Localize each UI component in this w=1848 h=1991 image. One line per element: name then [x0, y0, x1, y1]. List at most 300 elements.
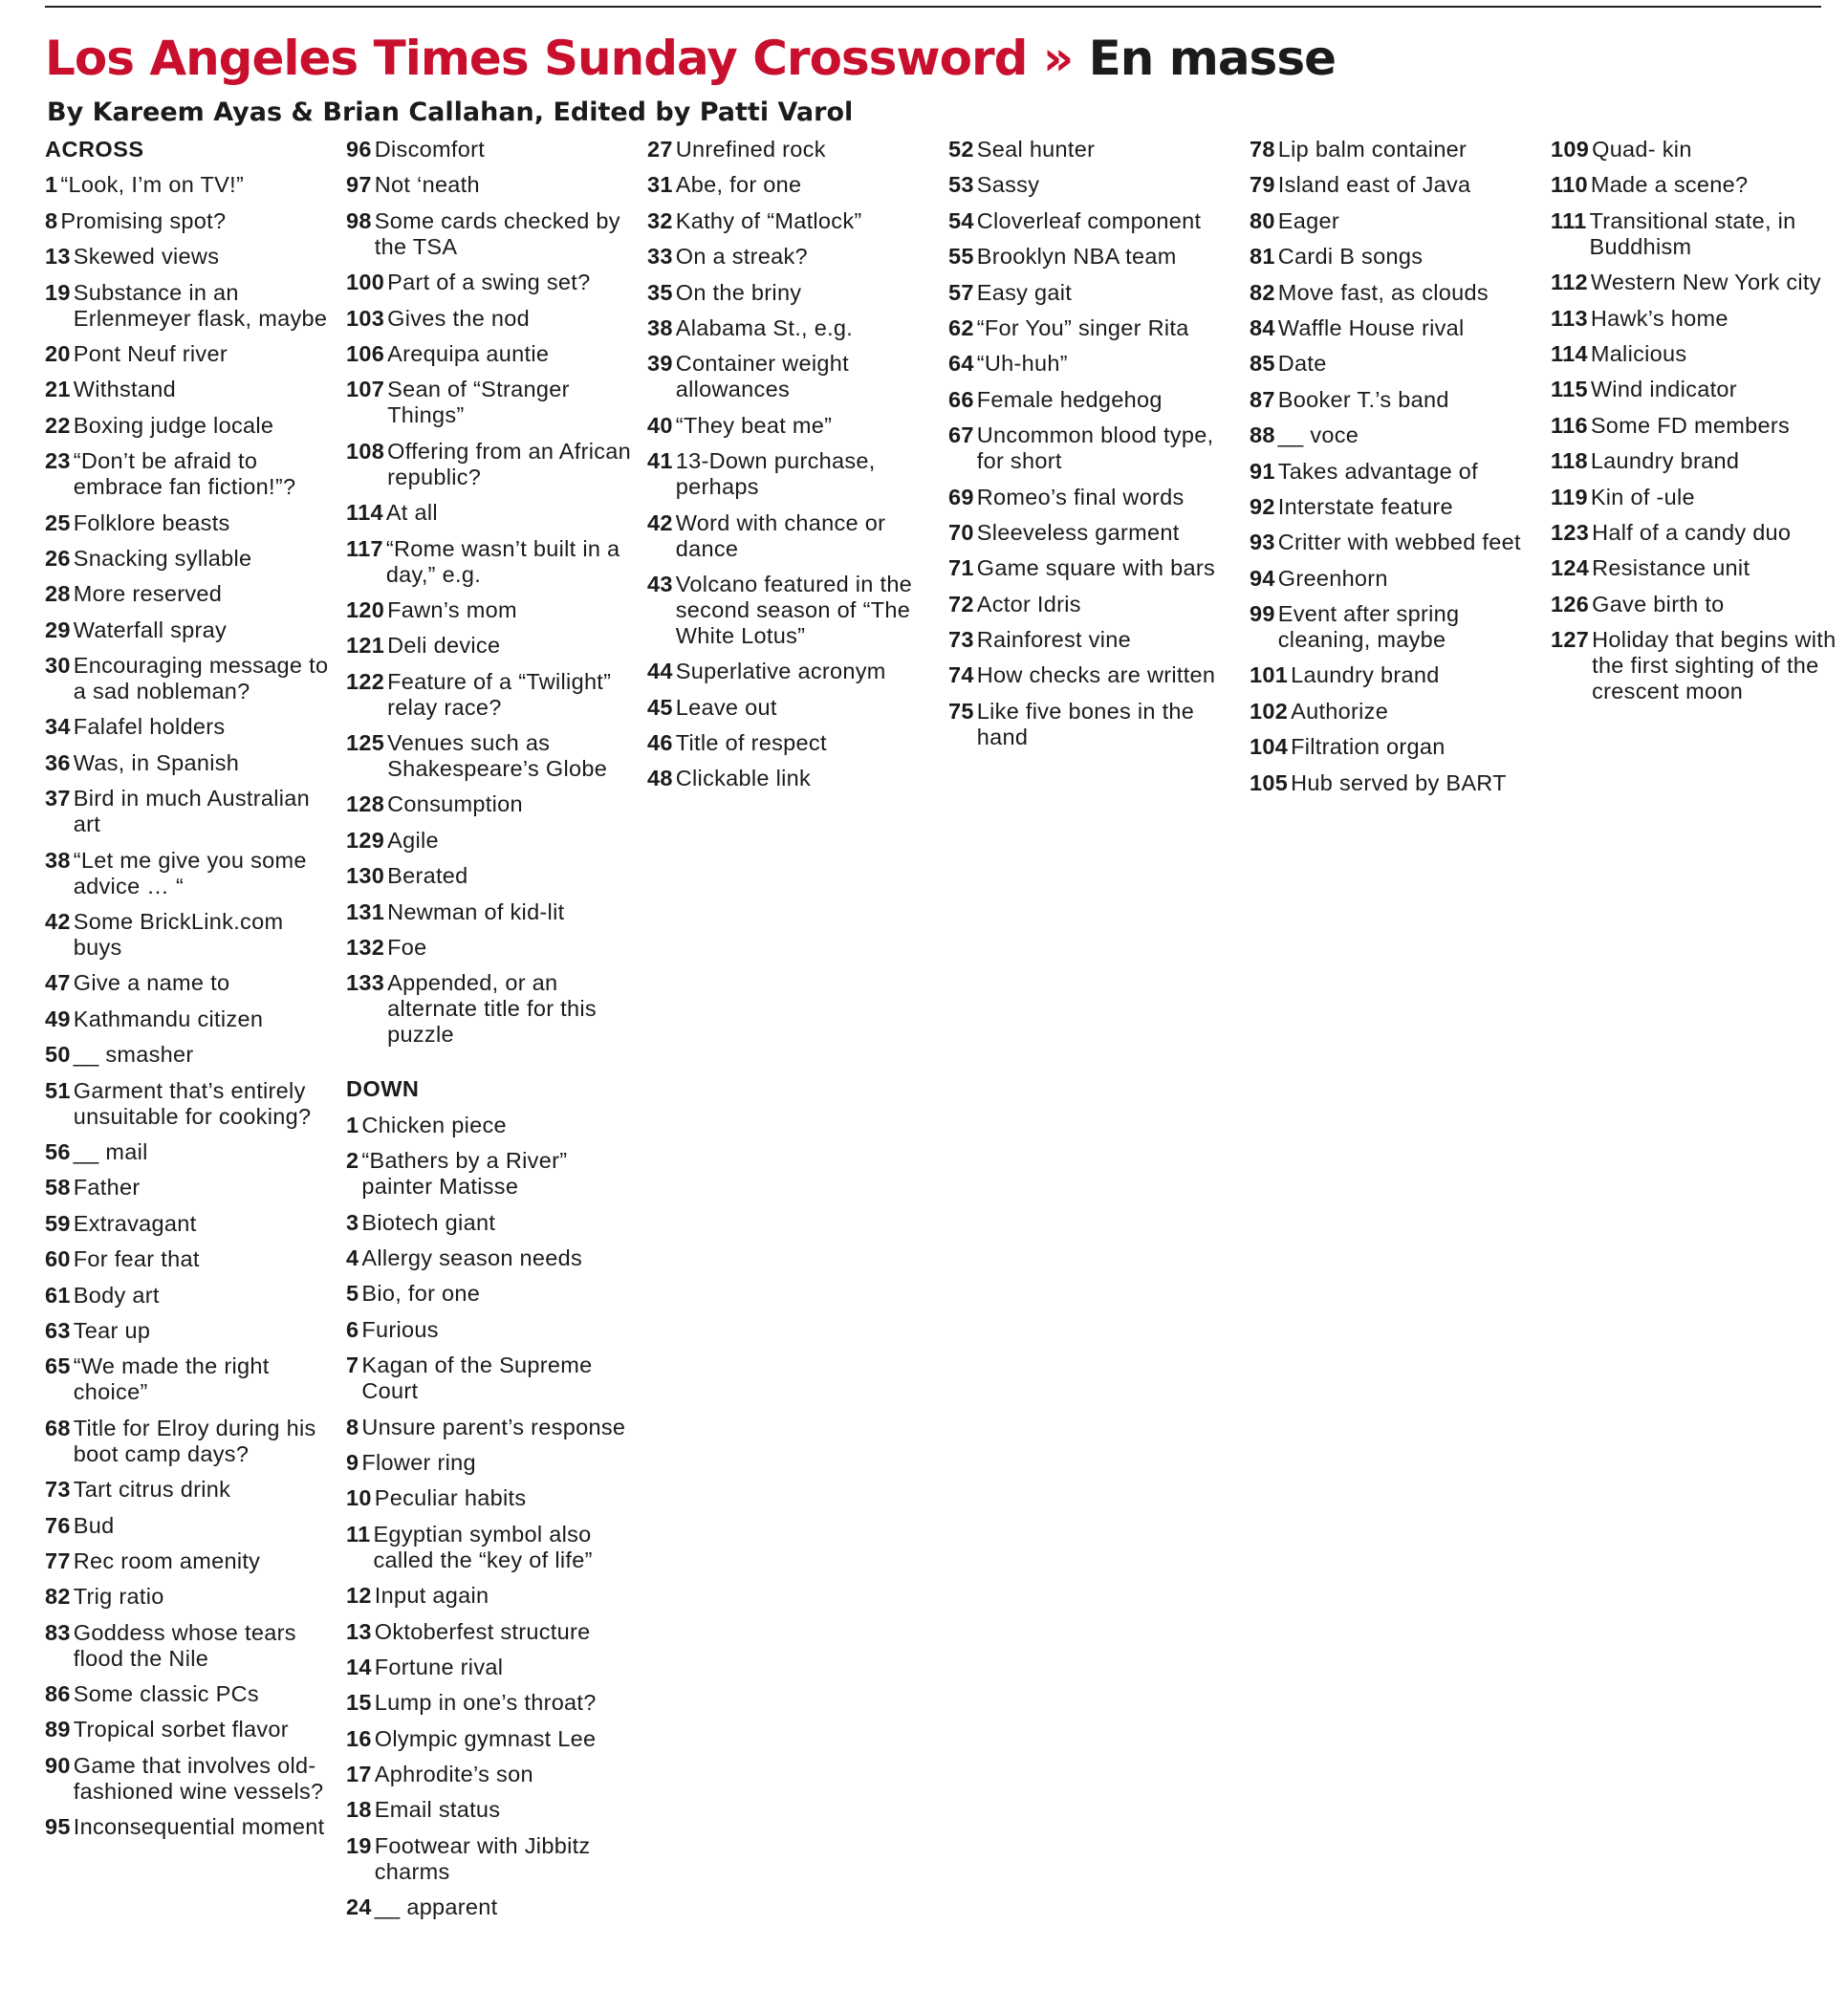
clue-number: 27 [647, 137, 673, 162]
clue-across-25[interactable] [45, 510, 337, 536]
clue-down-31[interactable] [647, 172, 939, 198]
clue-text: Offering from an African republic? [387, 438, 632, 489]
clue-down-24[interactable] [346, 1894, 638, 1920]
clue-across-121[interactable] [346, 633, 638, 659]
clue-text: Filtration organ [1291, 734, 1446, 760]
clue-number: 51 [45, 1077, 71, 1103]
clue-down-94[interactable] [1250, 566, 1541, 592]
clue-number: 59 [45, 1210, 71, 1236]
clue-across-56[interactable] [45, 1139, 337, 1165]
clue-down-10[interactable] [346, 1485, 638, 1511]
clue-number: 15 [346, 1690, 372, 1716]
clue-number: 48 [647, 766, 673, 791]
clue-text: Kin of -ule [1590, 484, 1695, 509]
clue-number: 107 [346, 377, 385, 402]
clue-down-104[interactable] [1250, 734, 1541, 760]
clue-down-4[interactable] [346, 1245, 638, 1271]
clue-text: Clickable link [675, 766, 812, 791]
clue-down-62[interactable] [948, 315, 1240, 341]
clue-text: Half of a candy duo [1592, 519, 1792, 545]
clue-text: Trig ratio [73, 1584, 164, 1610]
clue-number: 85 [1250, 351, 1275, 377]
clue-text: Deli device [387, 633, 501, 659]
clue-down-88[interactable] [1250, 422, 1541, 448]
clue-number: 108 [346, 438, 385, 464]
clue-text: Was, in Spanish [73, 749, 240, 775]
clue-number: 91 [1250, 458, 1275, 484]
clue-text: Interstate feature [1277, 493, 1453, 519]
clue-down-14[interactable] [346, 1655, 638, 1680]
clue-number: 26 [45, 545, 71, 571]
clue-across-125[interactable] [346, 730, 638, 782]
clue-across-38[interactable] [45, 848, 337, 899]
clue-number: 81 [1250, 244, 1275, 270]
clue-number: 106 [346, 340, 385, 366]
clue-text: Falafel holders [73, 714, 226, 740]
clue-text: “Bathers by a River” painter Matisse [361, 1148, 568, 1200]
clue-across-34[interactable] [45, 714, 337, 740]
clue-number: 22 [45, 412, 71, 438]
clue-across-130[interactable] [346, 863, 638, 889]
clue-number: 123 [1551, 519, 1590, 545]
clue-down-9[interactable] [346, 1450, 638, 1476]
clue-across-28[interactable] [45, 581, 337, 607]
clue-down-54[interactable] [948, 208, 1240, 234]
clue-number: 113 [1551, 305, 1588, 331]
clue-number: 84 [1250, 314, 1275, 340]
clue-down-46[interactable] [647, 730, 939, 756]
clue-number: 125 [346, 730, 385, 756]
clue-column-1 [45, 137, 337, 1850]
clue-across-132[interactable] [346, 935, 638, 961]
clue-number: 102 [1250, 698, 1289, 724]
clue-across-82[interactable] [45, 1584, 337, 1610]
clue-down-82[interactable] [1250, 280, 1541, 306]
clue-number: 133 [346, 970, 385, 996]
clue-text: “Let me give you some advice … “ [73, 847, 307, 898]
clue-down-123[interactable] [1551, 520, 1842, 546]
clue-down-93[interactable] [1250, 530, 1541, 555]
clue-down-32[interactable] [647, 208, 939, 234]
clue-number: 62 [948, 314, 974, 340]
clue-down-33[interactable] [647, 244, 939, 270]
clue-number: 79 [1250, 172, 1275, 198]
clue-text: Goddess whose tears flood the Nile [73, 1619, 296, 1671]
clue-across-23[interactable] [45, 448, 337, 500]
clue-text: “Don’t be afraid to embrace fan fiction!”? [73, 448, 296, 500]
clue-number: 9 [346, 1449, 359, 1475]
clue-down-18[interactable] [346, 1797, 638, 1823]
clue-text: Olympic gymnast Lee [374, 1725, 597, 1751]
clue-number: 122 [346, 668, 385, 694]
across-heading: ACROSS [45, 137, 144, 162]
clue-across-103[interactable] [346, 306, 638, 332]
clue-down-105[interactable] [1250, 770, 1541, 796]
clue-across-20[interactable] [45, 341, 337, 367]
clue-down-115[interactable] [1551, 377, 1842, 402]
clue-number: 127 [1551, 627, 1590, 653]
clue-number: 58 [45, 1175, 71, 1201]
down-heading: DOWN [346, 1076, 420, 1102]
clue-number: 114 [346, 500, 383, 526]
clue-number: 117 [346, 535, 383, 561]
clue-across-97[interactable] [346, 172, 638, 198]
clue-across-22[interactable] [45, 413, 337, 439]
clue-text: Father [73, 1175, 141, 1201]
clue-down-80[interactable] [1250, 208, 1541, 234]
clue-across-1[interactable] [45, 172, 337, 198]
clue-down-42[interactable] [647, 510, 939, 562]
clue-number: 101 [1250, 662, 1289, 688]
clue-text: Laundry brand [1590, 448, 1740, 474]
clue-across-89[interactable] [45, 1717, 337, 1742]
clue-across-29[interactable] [45, 617, 337, 643]
clue-text: Waterfall spray [73, 617, 228, 642]
clue-down-74[interactable] [948, 662, 1240, 688]
clue-text: Easy gait [976, 279, 1073, 305]
clue-text: Critter with webbed feet [1277, 530, 1521, 555]
clue-text: “Look, I’m on TV!” [60, 172, 245, 198]
clue-text: Hawk’s home [1590, 305, 1728, 331]
clue-number: 74 [948, 662, 974, 688]
clue-down-79[interactable] [1250, 172, 1541, 198]
clue-text: Abe, for one [675, 172, 802, 198]
clue-across-63[interactable] [45, 1318, 337, 1344]
clue-down-17[interactable] [346, 1762, 638, 1787]
clue-down-85[interactable] [1250, 351, 1541, 377]
clue-across-120[interactable] [346, 597, 638, 623]
clue-text: Made a scene? [1590, 172, 1749, 198]
clue-down-7[interactable] [346, 1353, 638, 1404]
clue-number: 126 [1551, 591, 1590, 617]
clue-down-99[interactable] [1250, 601, 1541, 653]
clue-text: Sleeveless garment [976, 519, 1180, 545]
clue-number: 39 [647, 351, 673, 377]
clue-down-69[interactable] [948, 485, 1240, 510]
clue-number: 35 [647, 279, 673, 305]
clue-text: Tear up [73, 1317, 151, 1343]
page-title [45, 29, 1336, 88]
clue-across-76[interactable] [45, 1513, 337, 1539]
clue-text: Uncommon blood type, for short [976, 422, 1214, 474]
clue-text: Booker T.’s band [1277, 386, 1449, 412]
clue-across-133[interactable] [346, 970, 638, 1048]
clue-text: Western New York city [1590, 270, 1821, 295]
clue-number: 93 [1250, 530, 1275, 555]
clue-text: Resistance unit [1592, 555, 1750, 581]
clue-number: 75 [948, 698, 974, 724]
clue-text: Flower ring [361, 1449, 476, 1475]
clue-down-27[interactable] [647, 137, 939, 162]
clue-number: 16 [346, 1725, 372, 1751]
clue-down-39[interactable] [647, 351, 939, 402]
clue-down-126[interactable] [1551, 592, 1842, 617]
clue-text: Event after spring cleaning, maybe [1277, 601, 1460, 653]
clue-text: Bird in much Australian art [73, 786, 310, 837]
clue-across-86[interactable] [45, 1681, 337, 1707]
clue-number: 38 [647, 314, 673, 340]
clue-number: 100 [346, 270, 385, 295]
clue-down-71[interactable] [948, 555, 1240, 581]
clue-across-114[interactable] [346, 500, 638, 526]
clue-text: Rainforest vine [976, 627, 1131, 653]
clue-text: Substance in an Erlenmeyer flask, maybe [73, 279, 328, 331]
clue-text: For fear that [73, 1246, 200, 1272]
clue-across-131[interactable] [346, 899, 638, 925]
crossword-grid [649, 830, 1819, 1961]
clue-number: 119 [1551, 484, 1588, 509]
clue-across-107[interactable] [346, 377, 638, 428]
clue-down-114[interactable] [1551, 341, 1842, 367]
clue-down-124[interactable] [1551, 555, 1842, 581]
clue-number: 63 [45, 1317, 71, 1343]
clue-text: Brooklyn NBA team [976, 244, 1177, 270]
clue-text: Lump in one’s throat? [374, 1690, 597, 1716]
clue-text: Email status [374, 1797, 501, 1823]
clue-across-129[interactable] [346, 828, 638, 854]
clue-down-127[interactable] [1551, 627, 1842, 704]
clue-text: Like five bones in the hand [976, 698, 1195, 749]
clue-down-52[interactable] [948, 137, 1240, 162]
clue-number: 68 [45, 1415, 71, 1440]
clue-across-8[interactable] [45, 208, 337, 234]
clue-text: Quad- kin [1592, 137, 1692, 162]
clue-column-2 [346, 137, 638, 1931]
clue-number: 87 [1250, 386, 1275, 412]
clue-down-116[interactable] [1551, 413, 1842, 439]
clue-across-37[interactable] [45, 786, 337, 837]
clue-text: Transitional state, in Buddhism [1589, 207, 1796, 259]
clue-text: Waffle House rival [1277, 314, 1465, 340]
clue-across-51[interactable] [45, 1078, 337, 1130]
clue-down-78[interactable] [1250, 137, 1541, 162]
clue-across-117[interactable] [346, 536, 638, 588]
clue-number: 50 [45, 1042, 71, 1068]
clue-across-73[interactable] [45, 1477, 337, 1503]
clue-number: 18 [346, 1797, 372, 1823]
clue-number: 90 [45, 1752, 71, 1778]
clue-text: On the briny [675, 279, 802, 305]
clue-down-53[interactable] [948, 172, 1240, 198]
clue-down-11[interactable] [346, 1522, 638, 1573]
clue-number: 124 [1551, 555, 1590, 581]
clue-number: 37 [45, 786, 71, 812]
clue-number: 57 [948, 279, 974, 305]
clue-down-16[interactable] [346, 1726, 638, 1752]
clue-number: 19 [346, 1832, 372, 1858]
clue-across-60[interactable] [45, 1246, 337, 1272]
clue-text: Unsure parent’s response [361, 1414, 626, 1439]
clue-across-106[interactable] [346, 341, 638, 367]
clue-text: 13-Down purchase, perhaps [675, 448, 876, 500]
clue-down-48[interactable] [647, 766, 939, 791]
clue-text: Pont Neuf river [73, 340, 228, 366]
clue-down-101[interactable] [1250, 662, 1541, 688]
clue-number: 112 [1551, 270, 1588, 295]
clue-down-35[interactable] [647, 280, 939, 306]
clue-across-122[interactable] [346, 669, 638, 721]
clue-down-41[interactable] [647, 448, 939, 500]
clue-number: 47 [45, 970, 71, 996]
clue-text: __ smasher [73, 1042, 194, 1068]
clue-across-65[interactable] [45, 1353, 337, 1405]
clue-down-38[interactable] [647, 315, 939, 341]
clue-number: 61 [45, 1282, 71, 1308]
clue-text: Lip balm container [1277, 137, 1468, 162]
clue-number: 128 [346, 791, 385, 817]
clue-number: 12 [346, 1583, 372, 1609]
clue-down-109[interactable] [1551, 137, 1842, 162]
clue-number: 120 [346, 596, 385, 622]
clue-down-6[interactable] [346, 1317, 638, 1343]
clue-down-87[interactable] [1250, 387, 1541, 413]
clue-across-128[interactable] [346, 791, 638, 817]
clue-across-19[interactable] [45, 280, 337, 332]
clue-across-108[interactable] [346, 439, 638, 490]
clue-down-81[interactable] [1250, 244, 1541, 270]
clue-down-110[interactable] [1551, 172, 1842, 198]
clue-down-43[interactable] [647, 572, 939, 649]
clue-down-112[interactable] [1551, 270, 1842, 295]
clue-text: __ mail [73, 1138, 148, 1164]
clue-across-59[interactable] [45, 1211, 337, 1237]
clue-down-19[interactable] [346, 1833, 638, 1885]
clue-column-3 [647, 137, 939, 802]
clue-across-90[interactable] [45, 1753, 337, 1805]
clue-down-113[interactable] [1551, 306, 1842, 332]
clue-down-45[interactable] [647, 695, 939, 721]
clue-text: Authorize [1291, 698, 1389, 724]
clue-number: 96 [346, 137, 372, 162]
clue-across-61[interactable] [45, 1283, 337, 1309]
clue-across-100[interactable] [346, 270, 638, 295]
clue-down-64[interactable] [948, 351, 1240, 377]
clue-down-57[interactable] [948, 280, 1240, 306]
clue-down-73[interactable] [948, 627, 1240, 653]
clue-down-44[interactable] [647, 659, 939, 684]
clue-number: 49 [45, 1006, 71, 1031]
clue-across-83[interactable] [45, 1620, 337, 1672]
clue-down-102[interactable] [1250, 699, 1541, 725]
clue-across-96[interactable] [346, 137, 638, 162]
clue-text: Promising spot? [60, 207, 227, 233]
clue-number: 99 [1250, 601, 1275, 627]
clue-down-40[interactable] [647, 413, 939, 439]
clue-number: 73 [948, 627, 974, 653]
clue-down-111[interactable] [1551, 208, 1842, 260]
clue-text: Female hedgehog [976, 386, 1163, 412]
clue-number: 95 [45, 1814, 71, 1840]
clue-down-3[interactable] [346, 1210, 638, 1236]
clue-text: Venues such as Shakespeare’s Globe [387, 730, 608, 782]
clue-number: 60 [45, 1246, 71, 1272]
clue-down-84[interactable] [1250, 315, 1541, 341]
clue-text: Kagan of the Supreme Court [361, 1353, 593, 1404]
clue-down-15[interactable] [346, 1690, 638, 1716]
clue-across-26[interactable] [45, 546, 337, 572]
byline: By Kareem Ayas & Brian Callahan, Edited by Patti Varol [47, 97, 854, 127]
clue-number: 82 [45, 1584, 71, 1610]
clue-down-118[interactable] [1551, 448, 1842, 474]
clue-down-92[interactable] [1250, 494, 1541, 520]
clue-across-13[interactable] [45, 244, 337, 270]
clue-down-75[interactable] [948, 699, 1240, 750]
clue-text: “Uh-huh” [976, 351, 1068, 377]
clue-text: Tart citrus drink [73, 1477, 231, 1503]
clue-across-42[interactable] [45, 909, 337, 961]
clue-number: 98 [346, 207, 372, 233]
clue-text: Rec room amenity [73, 1547, 261, 1573]
clue-number: 67 [948, 422, 974, 448]
clue-text: Word with chance or dance [675, 509, 886, 561]
clue-text: Tropical sorbet flavor [73, 1717, 289, 1742]
clue-text: Discomfort [374, 137, 486, 162]
clue-text: Hub served by BART [1291, 769, 1507, 795]
clue-text: Gave birth to [1592, 591, 1725, 617]
clue-text: “They beat me” [675, 412, 833, 438]
clue-number: 103 [346, 305, 385, 331]
clue-column-5 [1250, 137, 1541, 806]
clue-down-2[interactable] [346, 1148, 638, 1200]
clue-text: Snacking syllable [73, 545, 252, 571]
clue-text: More reserved [73, 581, 223, 607]
clue-number: 4 [346, 1244, 359, 1270]
clue-down-119[interactable] [1551, 485, 1842, 510]
clue-number: 69 [948, 484, 974, 509]
clue-number: 121 [346, 633, 385, 659]
clue-text: Oktoberfest structure [374, 1618, 591, 1644]
clue-down-70[interactable] [948, 520, 1240, 546]
clue-across-50[interactable] [45, 1042, 337, 1068]
clue-across-58[interactable] [45, 1175, 337, 1201]
clue-number: 92 [1250, 493, 1275, 519]
clue-down-13[interactable] [346, 1619, 638, 1645]
clue-text: Biotech giant [361, 1209, 496, 1235]
clue-down-12[interactable] [346, 1583, 638, 1609]
clue-across-49[interactable] [45, 1006, 337, 1032]
clue-across-77[interactable] [45, 1548, 337, 1574]
clue-number: 33 [647, 244, 673, 270]
clue-down-8[interactable] [346, 1415, 638, 1440]
clue-across-98[interactable] [346, 208, 638, 260]
clue-down-67[interactable] [948, 422, 1240, 474]
clue-across-68[interactable] [45, 1416, 337, 1467]
clue-number: 34 [45, 714, 71, 740]
clue-text: Romeo’s final words [976, 484, 1185, 509]
clue-text: Foe [387, 935, 427, 961]
clue-text: Footwear with Jibbitz charms [374, 1832, 591, 1884]
clue-down-91[interactable] [1250, 459, 1541, 485]
clue-text: Bio, for one [361, 1281, 481, 1307]
clue-text: Sean of “Stranger Things” [387, 377, 570, 428]
clue-number: 13 [346, 1618, 372, 1644]
clue-across-36[interactable] [45, 750, 337, 776]
clue-across-47[interactable] [45, 970, 337, 996]
clue-down-1[interactable] [346, 1113, 638, 1138]
clue-number: 14 [346, 1654, 372, 1679]
clue-down-66[interactable] [948, 387, 1240, 413]
clue-down-5[interactable] [346, 1281, 638, 1307]
clue-text: Bud [73, 1512, 115, 1538]
clue-text: Some BrickLink.com buys [73, 909, 284, 961]
clue-down-72[interactable] [948, 592, 1240, 617]
clue-across-95[interactable] [45, 1814, 337, 1840]
clue-number: 105 [1250, 769, 1289, 795]
clue-column-4 [948, 137, 1240, 760]
clue-down-55[interactable] [948, 244, 1240, 270]
clue-across-30[interactable] [45, 653, 337, 704]
clue-across-21[interactable] [45, 377, 337, 402]
